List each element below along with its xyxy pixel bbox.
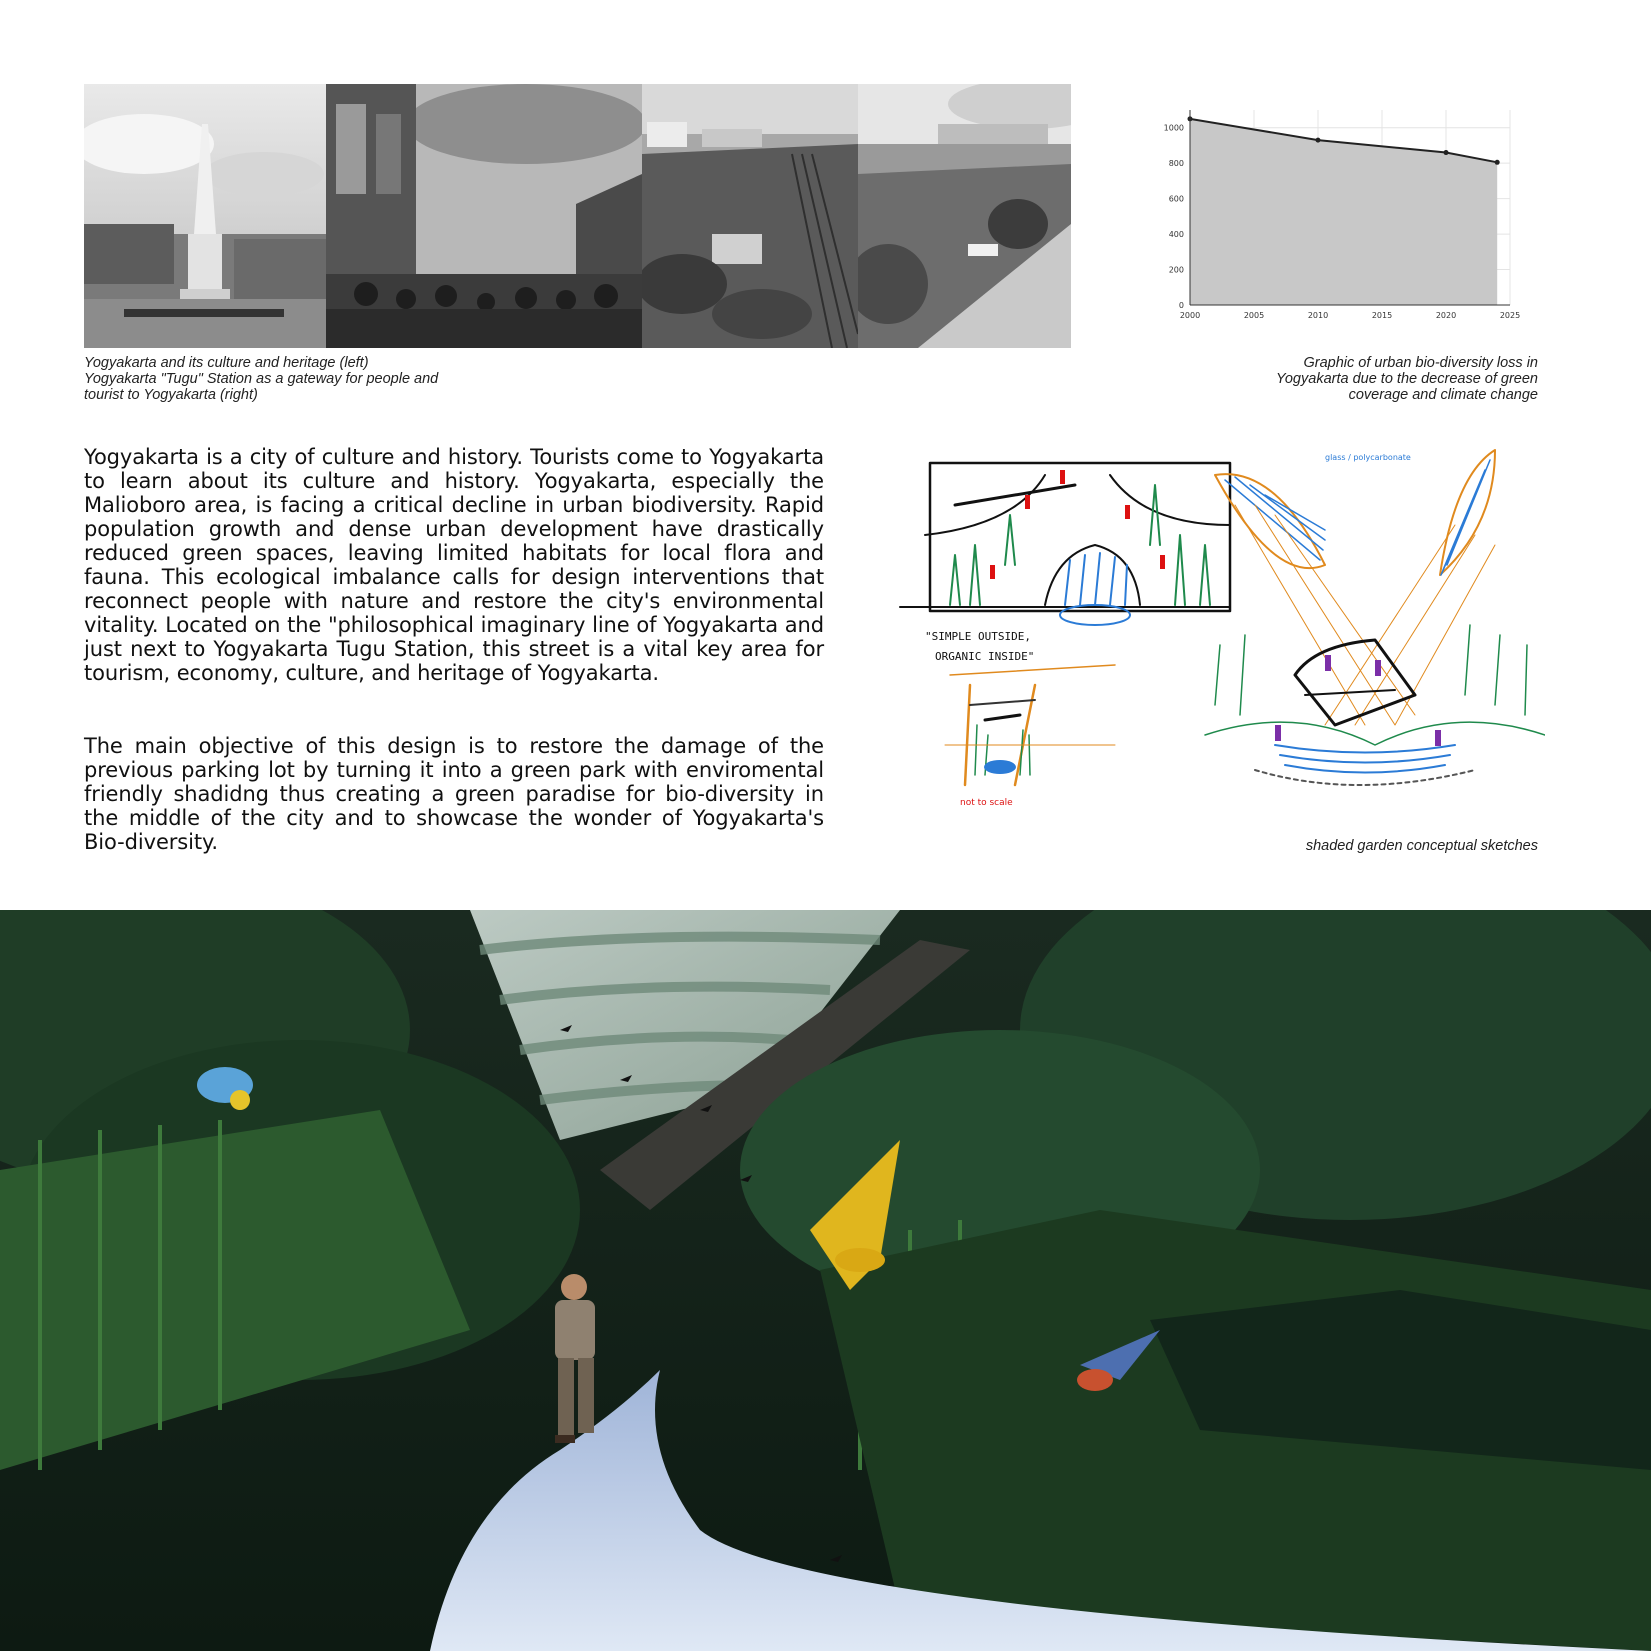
photo-caption: Yogyakarta and its culture and heritage (left) Yogyakarta "Tugu" Station as a gateway for people and tourist to Yogyakarta (right) xyxy=(84,355,439,403)
sketch-caption: shaded garden conceptual sketches xyxy=(1305,838,1538,854)
chart-ytick-label: 0 xyxy=(1178,301,1184,310)
sketch-note-line2: ORGANIC INSIDE" xyxy=(935,650,1035,663)
biodiversity-chart xyxy=(1140,100,1540,335)
objective-paragraph: The main objective of this design is to restore the damage of the previous parking lot by turning it into a green park with enviromental friendly shadidng thus creating a green paradise for bio-diversity in the middle of the city and to showcase the wonder of Yogyakarta's Bio-diversity. xyxy=(84,734,824,854)
sketch-perspective xyxy=(1205,450,1545,785)
chart-ytick-label: 800 xyxy=(1168,159,1184,169)
chart-xtick-label: 2020 xyxy=(1435,311,1457,320)
chart-ytick-label: 200 xyxy=(1168,265,1184,275)
sketch-note-line1: "SIMPLE OUTSIDE, xyxy=(925,630,1031,643)
chart-ytick-label: 400 xyxy=(1168,230,1184,240)
chart-xtick-label: 2005 xyxy=(1243,311,1265,320)
intro-paragraph: Yogyakarta is a city of culture and history. Tourists come to Yogyakarta to learn about its culture and history. Yogyakarta, especially the Malioboro area, is facing a critical decline in urban biodiversity. Rapid population growth and dense urban development have drastically reduced green spaces, leaving limited habitats for local flora and fauna. This ecological imbalance calls for design interventions that reconnect people with nature and restore the city's environmental vitality. Located on the "philosophical imaginary line of Yogyakarta and just next to Yogyakarta Tugu Station, this street is a vital key area for tourism, economy, culture, and heritage of Yogyakarta. xyxy=(84,445,824,685)
sketch-small-section xyxy=(945,665,1115,785)
chart-point xyxy=(1444,150,1449,155)
chart-ytick-label: 600 xyxy=(1168,194,1184,204)
chart-xtick-label: 2000 xyxy=(1179,311,1201,320)
tugu-station-aerial-photo xyxy=(642,84,858,348)
chart-xtick-label: 2025 xyxy=(1499,311,1521,320)
chart-caption: Graphic of urban bio-diversity loss in Yogyakarta due to the decrease of green coverage and climate change xyxy=(1276,355,1538,403)
sketch-section-box xyxy=(900,463,1230,625)
station-plaza-photo xyxy=(858,84,1071,348)
biodiversity-chart-svg xyxy=(1140,100,1540,335)
tugu-monument-photo xyxy=(84,84,326,348)
chart-xtick-label: 2010 xyxy=(1307,311,1329,320)
chart-point xyxy=(1316,138,1321,143)
photo-strip xyxy=(84,84,1071,348)
chart-ytick-label: 1000 xyxy=(1163,123,1184,133)
shaded-garden-render xyxy=(0,910,1651,1651)
chart-point xyxy=(1495,160,1500,165)
conceptual-sketches xyxy=(895,445,1545,830)
sketch-scale-label: not to scale xyxy=(960,798,1013,808)
malioboro-street-photo xyxy=(326,84,642,348)
chart-area xyxy=(1190,119,1497,305)
chart-xtick-label: 2015 xyxy=(1371,311,1393,320)
sketch-glass-label: glass / polycarbonate xyxy=(1325,453,1411,462)
